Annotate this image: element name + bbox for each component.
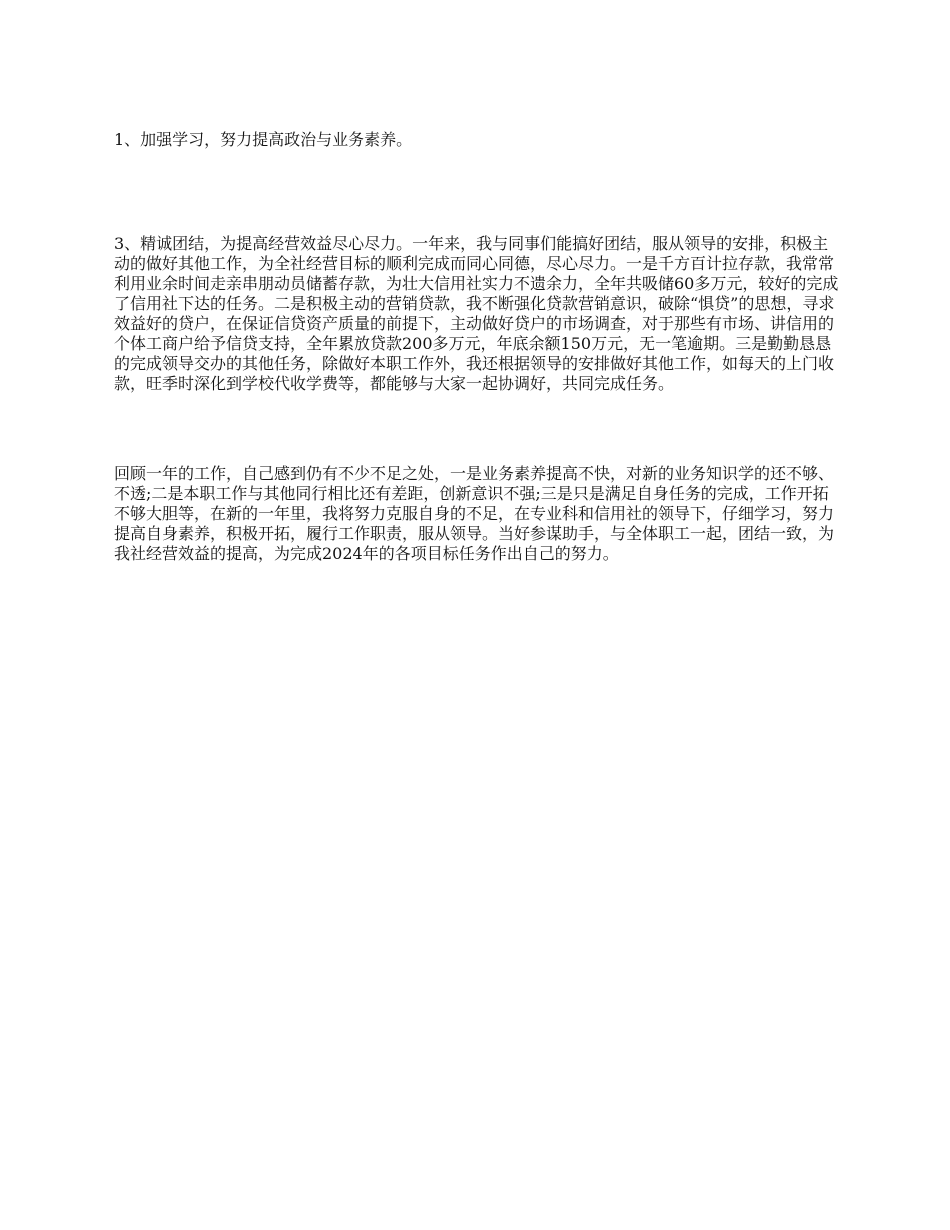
paragraph-item-1: 1、加强学习，努力提高政治与业务素养。 bbox=[114, 130, 413, 149]
paragraph-review: 回顾一年的工作，自己感到仍有不少不足之处，一是业务素养提高不快，对新的业务知识学的还不够、不透;二是本职工作与其他同行相比还有差距，创新意识不强;三是只是满足自身任务的完成，工作开拓不够大胆等，在新的一年里，我将努力克服自身的不足，在专业科和信用社的领导下，仔细学习，努力提高自身素养，积极开拓，履行工作职责，服从领导。当好参谋助手，与全体职工一起，团结一致，为我社经营效益的提高，为完成2024年的各项目标任务作出自己的努力。 bbox=[114, 464, 835, 563]
paragraph-item-3: 3、精诚团结，为提高经营效益尽心尽力。一年来，我与同事们能搞好团结，服从领导的安排，积极主动的做好其他工作，为全社经营目标的顺利完成而同心同德，尽心尽力。一是千方百计拉存款，我常常利用业余时间走亲串朋动员储蓄存款，为壮大信用社实力不遗余力，全年共吸储60多万元，较好的完成了信用社下达的任务。二是积极主动的营销贷款，我不断强化贷款营销意识，破除“惧贷”的思想，寻求效益好的贷户，在保证信贷资产质量的前提下，主动做好贷户的市场调查，对于那些有市场、讲信用的个体工商户给予信贷支持，全年累放贷款200多万元，年底余额150万元，无一笔逾期。三是勤勤恳恳的完成领导交办的其他任务，除做好本职工作外，我还根据领导的安排做好其他工作，如每天的上门收款，旺季时深化到学校代收学费等，都能够与大家一起协调好，共同完成任务。 bbox=[114, 234, 839, 393]
